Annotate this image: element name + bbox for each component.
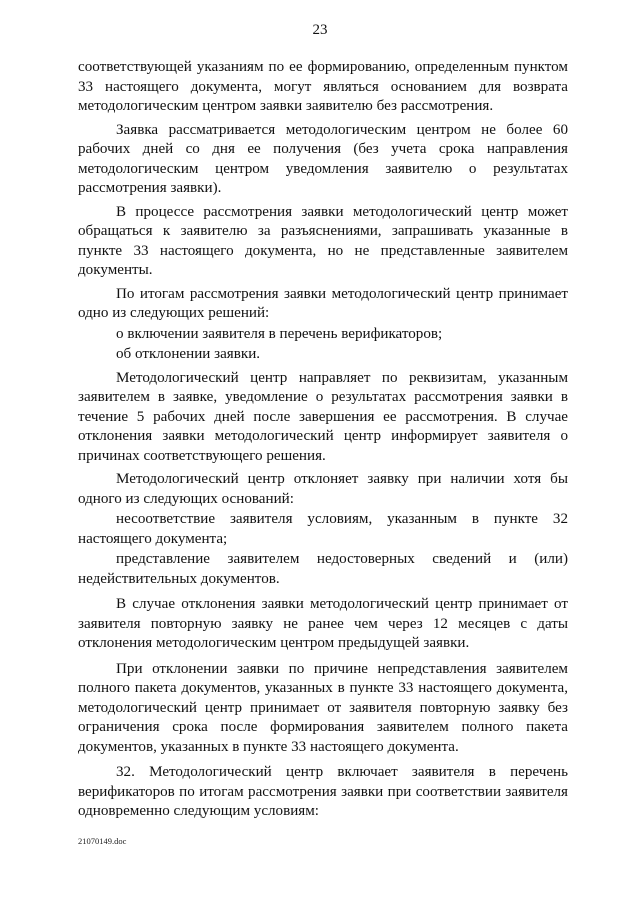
paragraph-section-32: 32. Методологический центр включает заявителя в перечень верификаторов по итогам рассмотрения заявки при соответствии заявителя одновременно следующим условиям:	[78, 764, 568, 819]
list-item-false-info: представление заявителем недостоверных сведений и (или) недействительных документов.	[78, 551, 568, 587]
paragraph-resubmission: В случае отклонения заявки методологический центр принимает от заявителя повторную заявку не ранее чем через 12 месяцев с даты отклонения методологическим центром предыдущей заявки.	[78, 596, 568, 651]
page-number: 23	[312, 22, 328, 38]
paragraph-decisions-intro: По итогам рассмотрения заявки методологический центр принимает одно из следующих решений:	[78, 285, 568, 321]
list-item-include: о включении заявителя в перечень верификаторов;	[116, 325, 443, 342]
list-item-reject: об отклонении заявки.	[116, 346, 261, 362]
paragraph-incomplete-package: При отклонении заявки по причине непредставления заявителем полного пакета документов, указанных в пункте 33 настоящего документа, методологический центр принимает от заявителя повторную заявку без ограничения срока после формирования заявителем полного пакета документов, указанных в пункте 33 настоящего документа.	[78, 660, 568, 755]
document-body	[78, 58, 568, 826]
list-item-nonconformity: несоответствие заявителя условиям, указанным в пункте 32 настоящего документа;	[78, 511, 568, 547]
paragraph-clarifications: В процессе рассмотрения заявки методологический центр может обращаться к заявителю за разъяснениями, запрашивать указанные в пункте 33 настоящего документа, но не представленные заявителем документы.	[78, 203, 568, 278]
footer-filename: 21070149.doc	[78, 836, 127, 846]
paragraph-rejection-grounds: Методологический центр отклоняет заявку при наличии хотя бы одного из следующих оснований:	[78, 471, 568, 507]
paragraph-continuation: соответствующей указаниям по ее формированию, определенным пунктом 33 настоящего документа, могут являться основанием для возврата методологическим центром заявки заявителю без рассмотрения.	[78, 59, 568, 114]
paragraph-notification: Методологический центр направляет по реквизитам, указанным заявителем в заявке, уведомление о результатах рассмотрения заявки в течение 5 рабочих дней после завершения ее рассмотрения. В случае отклонения заявки методологический центр информирует заявителя о причинах соответствующего решения.	[78, 369, 568, 464]
paragraph-review-period: Заявка рассматривается методологическим центром не более 60 рабочих дней со дня ее получения (без учета срока направления методологическим центром уведомления заявителю о результатах рассмотрения заявки).	[78, 121, 568, 196]
